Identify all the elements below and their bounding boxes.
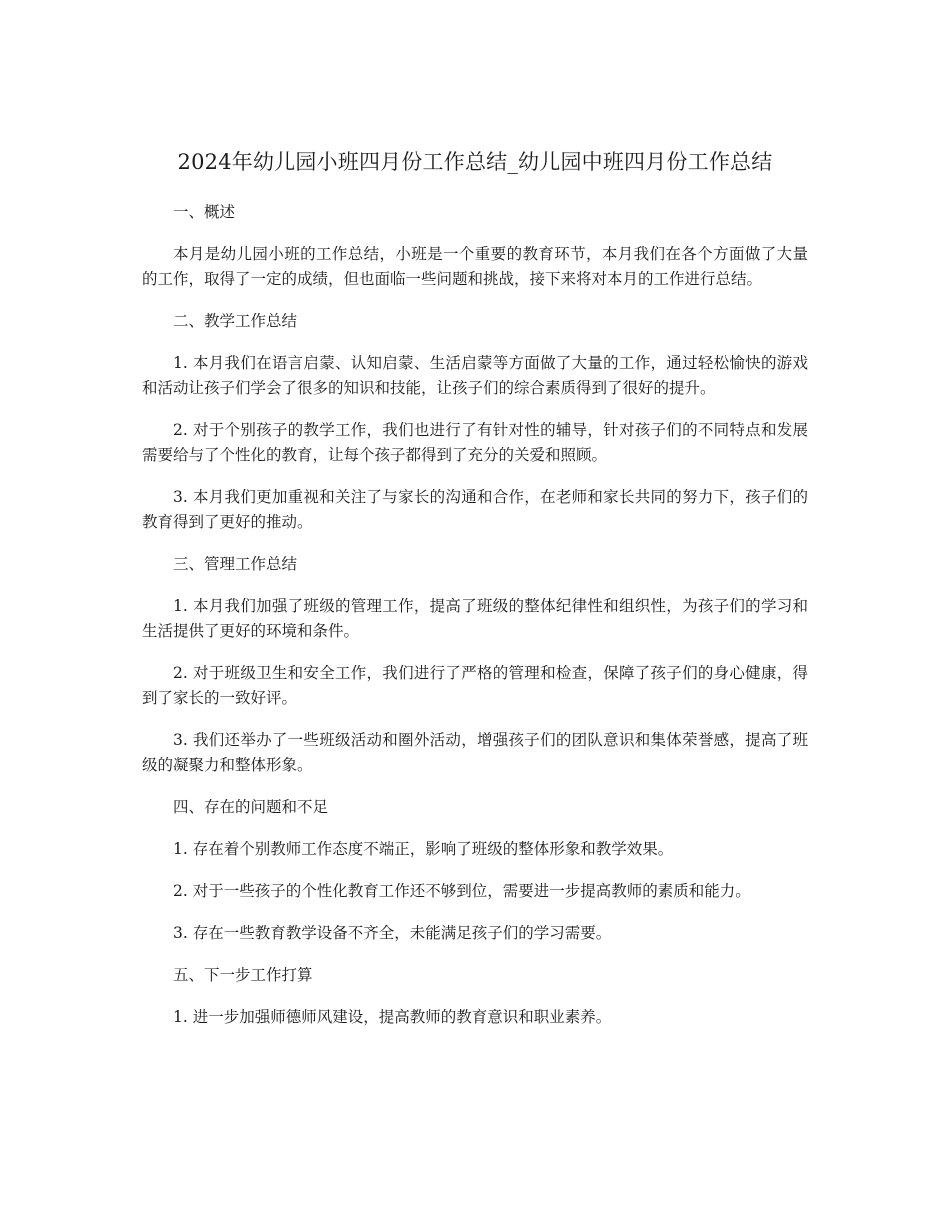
paragraph: 3. 本月我们更加重视和关注了与家长的沟通和合作，在老师和家长共同的努力下，孩子们的教育得到了更好的推动。 xyxy=(142,488,808,531)
section-heading: 二、教学工作总结 xyxy=(173,312,298,330)
paragraph: 1. 存在着个别教师工作态度不端正，影响了班级的整体形象和教学效果。 xyxy=(173,840,674,858)
paragraph: 1. 本月我们在语言启蒙、认知启蒙、生活启蒙等方面做了大量的工作，通过轻松愉快的游戏和活动让孩子们学会了很多的知识和技能，让孩子们的综合素质得到了很好的提升。 xyxy=(142,354,808,397)
section-heading: 三、管理工作总结 xyxy=(173,555,298,573)
paragraph: 2. 对于个别孩子的教学工作，我们也进行了有针对性的辅导，针对孩子们的不同特点和发展需要给与了个性化的教育，让每个孩子都得到了充分的关爱和照顾。 xyxy=(142,421,808,464)
paragraph: 2. 对于班级卫生和安全工作，我们进行了严格的管理和检查，保障了孩子们的身心健康，得到了家长的一致好评。 xyxy=(142,664,808,707)
section-heading: 五、下一步工作打算 xyxy=(173,966,313,984)
document-title: 2024年幼儿园小班四月份工作总结_幼儿园中班四月份工作总结 xyxy=(177,150,773,174)
section-heading: 四、存在的问题和不足 xyxy=(173,798,329,816)
paragraph: 本月是幼儿园小班的工作总结，小班是一个重要的教育环节，本月我们在各个方面做了大量的工作，取得了一定的成绩，但也面临一些问题和挑战，接下来将对本月的工作进行总结。 xyxy=(142,245,808,288)
paragraph: 2. 对于一些孩子的个性化教育工作还不够到位，需要进一步提高教师的素质和能力。 xyxy=(173,882,751,900)
paragraph: 3. 存在一些教育教学设备不齐全，未能满足孩子们的学习需要。 xyxy=(173,924,612,942)
document-body xyxy=(142,200,808,1047)
paragraph: 1. 进一步加强师德师风建设，提高教师的教育意识和职业素养。 xyxy=(173,1008,612,1026)
section-heading: 一、概述 xyxy=(173,203,236,221)
paragraph: 1. 本月我们加强了班级的管理工作，提高了班级的整体纪律性和组织性，为孩子们的学习和生活提供了更好的环境和条件。 xyxy=(142,597,808,640)
paragraph: 3. 我们还举办了一些班级活动和圈外活动，增强孩子们的团队意识和集体荣誉感，提高了班级的凝聚力和整体形象。 xyxy=(142,731,808,774)
